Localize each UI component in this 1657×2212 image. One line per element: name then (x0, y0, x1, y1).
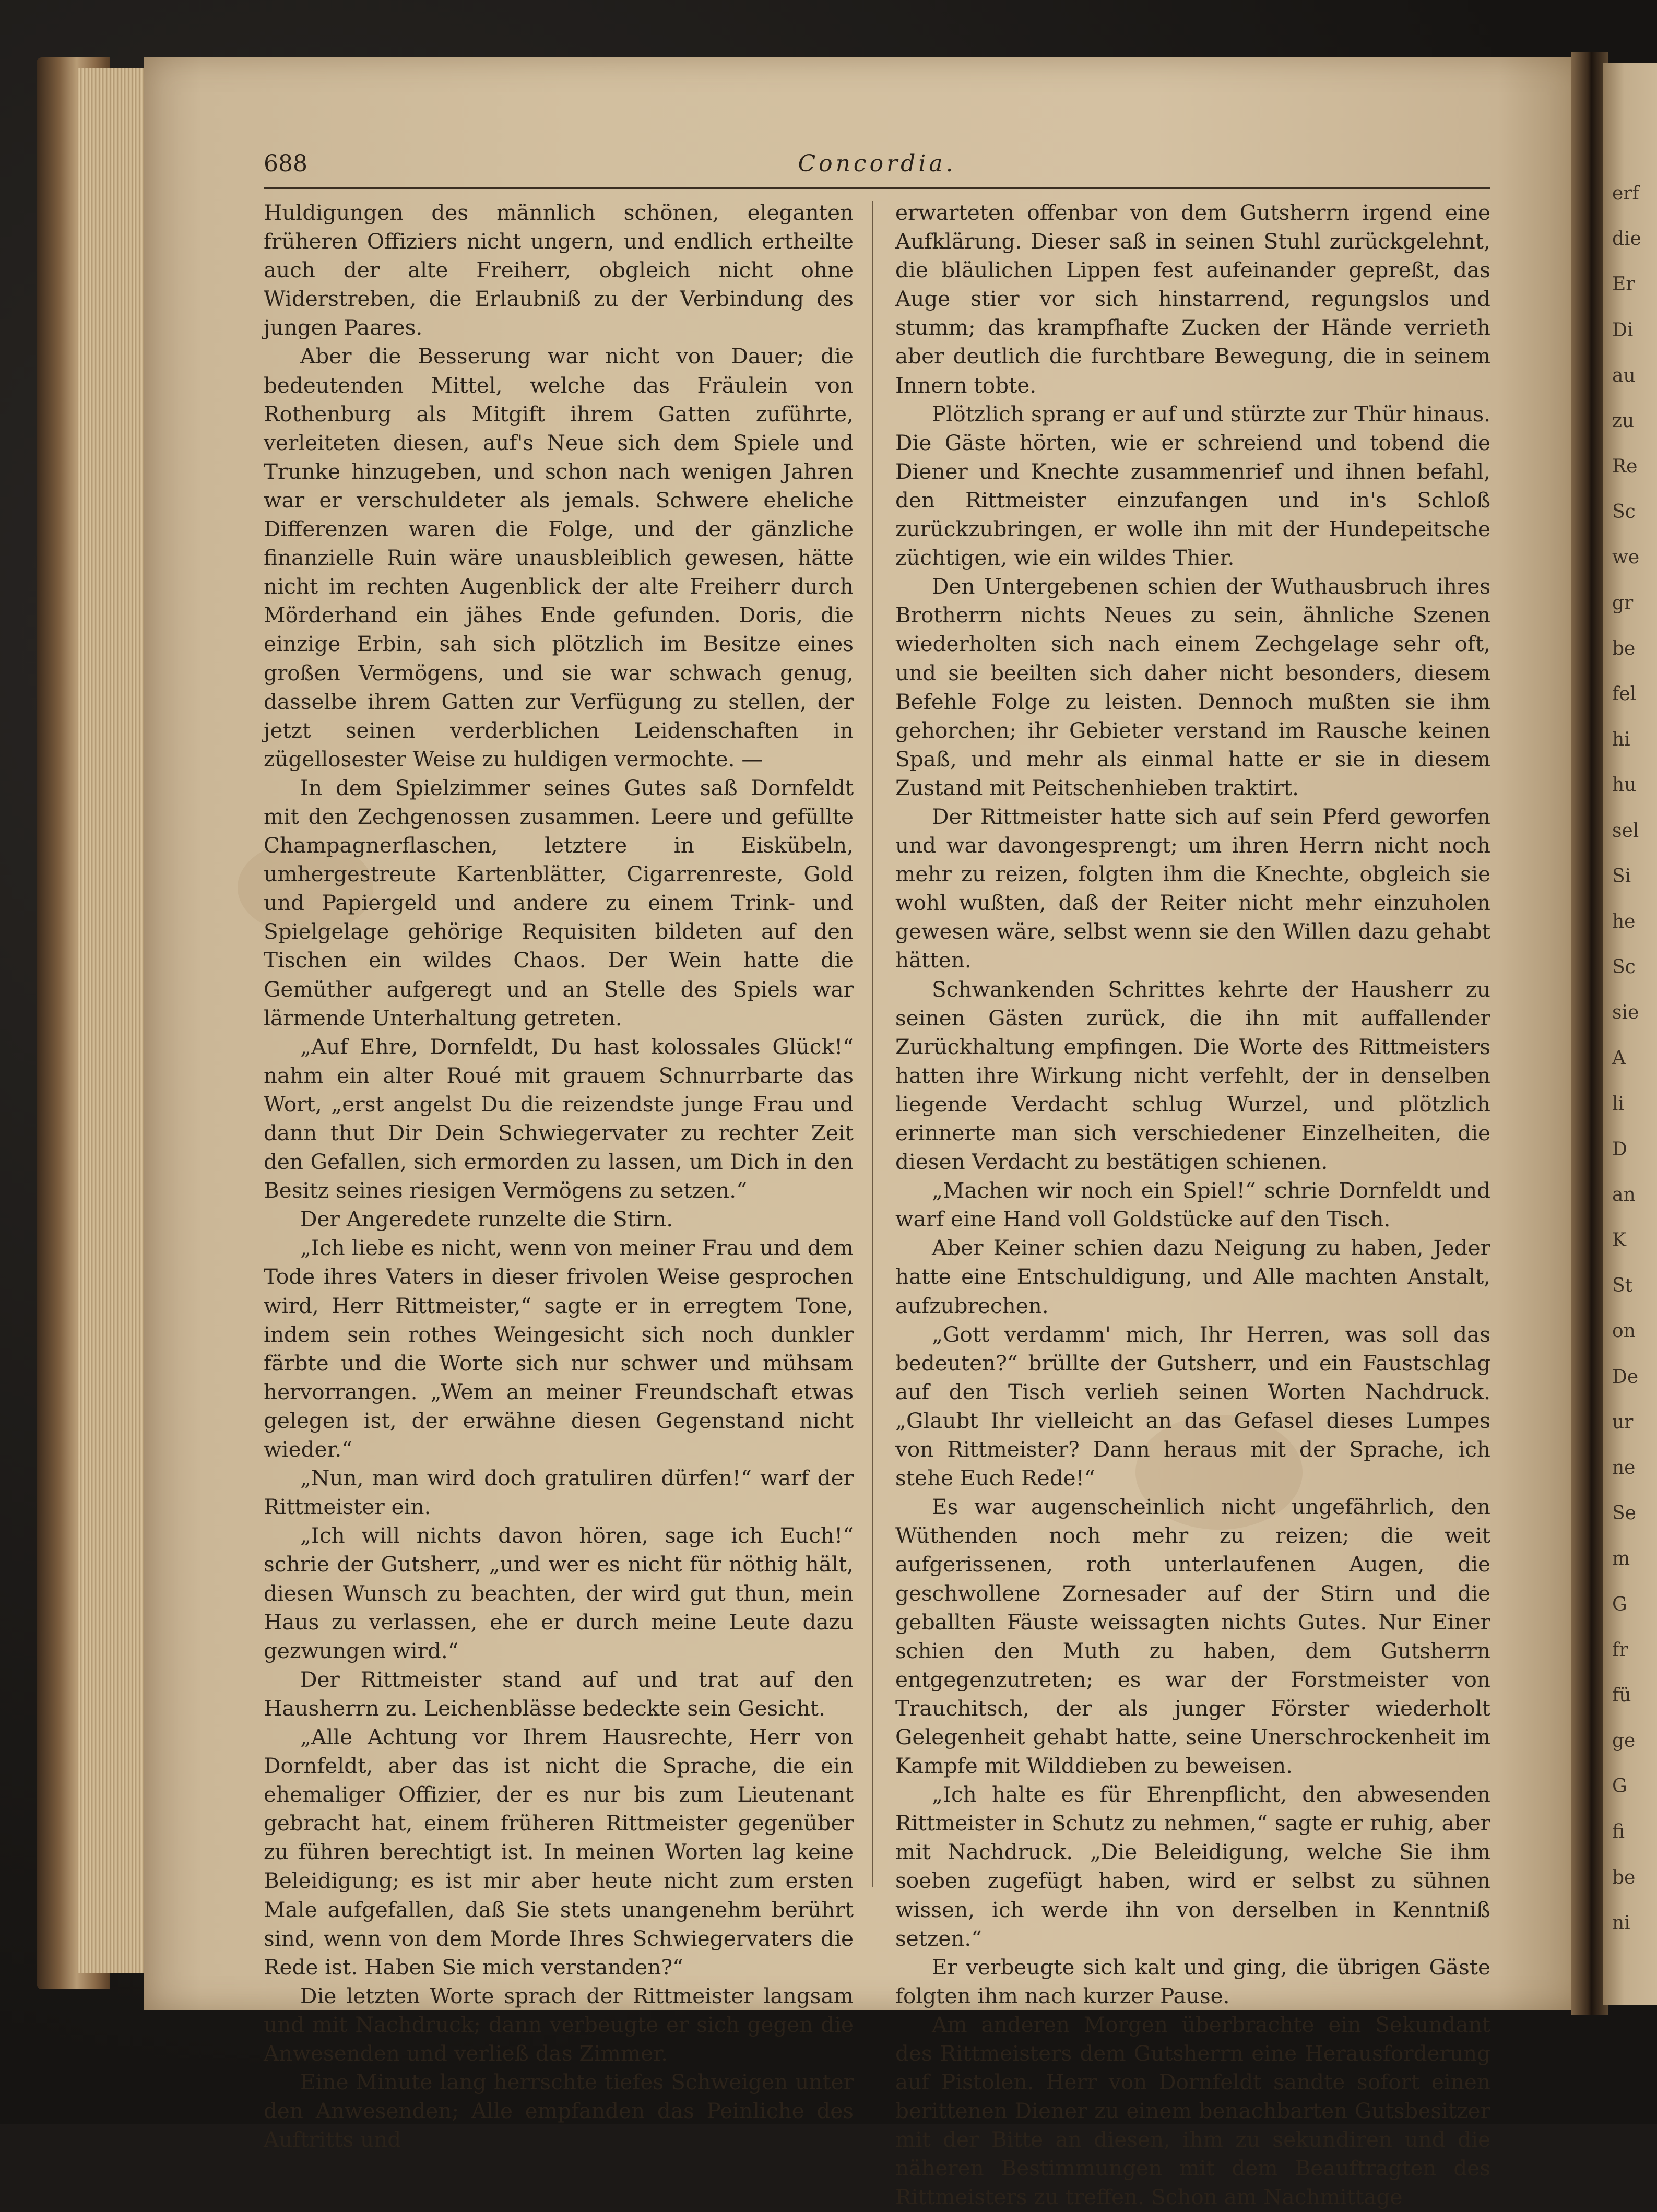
facing-page-fragment: we (1612, 547, 1640, 569)
facing-page-fragment: be (1612, 637, 1636, 659)
facing-page-fragment: an (1612, 1184, 1636, 1205)
paragraph: „Ich will nichts davon hören, sage ich Euch!“ schrie der Gutsherr, „und wer es nicht für nöthig hält, diesen Wunsch zu beachten, der wird gut thun, mein Haus zu verlassen, ehe er durch meine Leute dazu gezwungen wird.“ (264, 1523, 854, 1663)
facing-page-fragment: hu (1612, 774, 1637, 796)
paragraph: Huldigungen des männlich schönen, eleganten früheren Offiziers nicht ungern, und endlich ertheilte auch der alte Freiherr, obgleich nicht ohne Widerstreben, die Erlaubniß zu der Verbindung des jungen Paares. (264, 200, 854, 340)
facing-page-fragment: fr (1612, 1639, 1628, 1661)
facing-page-fragment: sel (1612, 820, 1639, 842)
facing-page-fragment: A (1612, 1047, 1626, 1069)
paragraph: Plötzlich sprang er auf und stürzte zur Thür hinaus. Die Gäste hörten, wie er schreiend und tobend die Diener und Knechte zusammenrief und ihnen befahl, den Rittmeister einzufangen und in's Schloß zurückzubringen, er wolle ihn mit der Hundepeitsche züchtigen, wie ein wildes Thier. (895, 401, 1490, 571)
paragraph: Am anderen Morgen überbrachte ein Sekundant des Rittmeisters dem Gutsherrn eine Herausforderung auf Pistolen. Herr von Dornfeldt sandte sofort einen berittenen Diener zu einem benachbarten Gutsbesitzer mit der Bitte an diesen, ihm zu sekundiren und die näheren Bestimmungen mit dem Beauftragten des Rittmeisters zu treffen. Schon am Nachmittage (895, 2012, 1490, 2210)
facing-page-fragment: erf (1612, 183, 1639, 204)
facing-page-fragment: fel (1612, 683, 1637, 705)
facing-page-fragment: G (1612, 1593, 1627, 1615)
facing-page-sliver (1603, 63, 1657, 2005)
paragraph: In dem Spielzimmer seines Gutes saß Dornfeldt mit den Zechgenossen zusammen. Leere und gefüllte Champagnerflaschen, letztere in Eiskübeln, umhergestreute Kartenblätter, Cigarrenreste, Gold und Papiergeld und andere zu einem Trink- und Spielgelage gehörige Requisiten bildeten auf den Tischen ein wildes Chaos. Der Wein hatte die Gemüther aufgeregt und an Stelle des Spiels war lärmende Unterhaltung getreten. (264, 775, 854, 1031)
column-divider (872, 201, 873, 1887)
paragraph: Er verbeugte sich kalt und ging, die übrigen Gäste folgten ihm nach kurzer Pause. (895, 1954, 1490, 2008)
facing-page-fragment: li (1612, 1093, 1625, 1115)
paragraph: Es war augenscheinlich nicht ungefährlich, den Wüthenden noch mehr zu reizen; die weit aufgerissenen, roth unterlaufenen Augen, die geschwollene Zornesader auf der Stirn und die geballten Fäuste weissagten nichts Gutes. Nur Einer schien den Muth zu haben, dem Gutsherrn entgegenzutreten; es war der Forstmeister von Trauchitsch, der als junger Förster wiederholt Gelegenheit gehabt hatte, seine Unerschrockenheit im Kampfe mit Wilddieben zu beweisen. (895, 1494, 1490, 1779)
facing-page-fragment: ne (1612, 1457, 1636, 1479)
paragraph: Der Rittmeister hatte sich auf sein Pferd geworfen und war davongesprengt; um ihren Herrn nicht noch mehr zu reizen, folgten ihm die Knechte, obgleich sie wohl wußten, daß der Reiter nicht mehr einzuholen gewesen wäre, selbst wenn sie den Willen dazu gehabt hätten. (895, 803, 1490, 973)
paragraph: „Machen wir noch ein Spiel!“ schrie Dornfeldt und warf eine Hand voll Goldstücke auf den Tisch. (895, 1178, 1490, 1232)
facing-page-fragment: on (1612, 1320, 1636, 1342)
left-column (264, 198, 854, 2152)
facing-page-fragment: fü (1612, 1684, 1631, 1706)
paragraph: „Gott verdamm' mich, Ihr Herren, was soll das bedeuten?“ brüllte der Gutsherr, und ein Faustschlag auf den Tisch verlieh seinen Worten Nachdruck. „Glaubt Ihr vielleicht an das Gefasel dieses Lumpes von Rittmeister? Dann heraus mit der Sprache, ich stehe Euch Rede!“ (895, 1321, 1490, 1491)
paragraph: „Nun, man wird doch gratuliren dürfen!“ warf der Rittmeister ein. (264, 1465, 854, 1520)
facing-page-fragment: St (1612, 1275, 1633, 1297)
paragraph: Eine Minute lang herrschte tiefes Schweigen unter den Anwesenden; Alle empfanden das Peinliche des Auftritts und (264, 2069, 854, 2152)
paragraph: Schwankenden Schrittes kehrte der Hausherr zu seinen Gästen zurück, die ihn mit auffallender Zurückhaltung empfingen. Die Worte des Rittmeisters hatten ihre Wirkung nicht verfehlt, der in denselben liegende Verdacht schlug Wurzel, und plötzlich erinnerte man sich verschiedener Einzelheiten, die diesen Verdacht zu bestätigen schienen. (895, 976, 1490, 1175)
paragraph: „Ich halte es für Ehrenpflicht, den abwesenden Rittmeister in Schutz zu nehmen,“ sagte er ruhig, aber mit Nachdruck. „Die Beleidigung, welche Sie ihm soeben zugefügt haben, wird er selbst zu sühnen wissen, ich werde ihn von derselben in Kenntniß setzen.“ (895, 1782, 1490, 1951)
facing-page-fragment: fi (1612, 1821, 1625, 1843)
facing-page-fragment: hi (1612, 729, 1630, 751)
page-stack-edges (78, 68, 146, 1973)
facing-page-fragment: be (1612, 1866, 1636, 1888)
facing-page-fragment: D (1612, 1138, 1627, 1160)
paragraph: Der Rittmeister stand auf und trat auf den Hausherrn zu. Leichenblässe bedeckte sein Gesicht. (264, 1666, 854, 1721)
facing-page-fragment: ni (1612, 1912, 1630, 1934)
facing-page-fragment: Sc (1612, 956, 1636, 978)
facing-page-fragment: m (1612, 1548, 1630, 1570)
facing-page-fragment: Si (1612, 865, 1631, 887)
paragraph: „Ich liebe es nicht, wenn von meiner Frau und dem Tode ihres Vaters in dieser frivolen Weise gesprochen wird, Herr Rittmeister,“ sagte er in erregtem Tone, indem sein rothes Weingesicht sich noch dunkler färbte und die Worte sich nur schwer und mühsam hervorrangen. „Wem an meiner Freundschaft etwas gelegen ist, der erwähne diesen Gegenstand nicht wieder.“ (264, 1235, 854, 1462)
paragraph: „Auf Ehre, Dornfeldt, Du hast kolossales Glück!“ nahm ein alter Roué mit grauem Schnurrbarte das Wort, „erst angelst Du die reizendste junge Frau und dann thut Dir Dein Schwiegervater zu rechter Zeit den Gefallen, sich ermorden zu lassen, um Dich in den Besitz seines riesigen Vermögens zu setzen.“ (264, 1034, 854, 1203)
header-rule (264, 187, 1490, 189)
facing-page-fragment: Re (1612, 456, 1638, 478)
paragraph: Den Untergebenen schien der Wuthausbruch ihres Brotherrn nichts Neues zu sein, ähnliche Szenen wiederholten sich nach einem Zechgelage sehr oft, und sie beeilten sich daher nicht besonders, diesem Befehle Folge zu leisten. Dennoch mußten sie ihm gehorchen; ihr Gebieter verstand im Rausche keinen Spaß, und mehr als einmal hatte er sie in diesem Zustand mit Peitschenhieben traktirt. (895, 574, 1490, 800)
running-title: Concordia. (798, 150, 956, 177)
facing-page-fragment: G (1612, 1776, 1627, 1797)
paragraph: Aber Keiner schien dazu Neigung zu haben, Jeder hatte eine Entschuldigung, und Alle machten Anstalt, aufzubrechen. (895, 1235, 1490, 1318)
facing-page-fragment: sie (1612, 1002, 1639, 1024)
facing-page-fragment: au (1612, 364, 1636, 386)
paragraph: Aber die Besserung war nicht von Dauer; die bedeutenden Mittel, welche das Fräulein von Rothenburg als Mitgift ihrem Gatten zuführte, verleiteten diesen, auf's Neue sich dem Spiele und Trunke hinzugeben, und schon nach wenigen Jahren war er verschuldeter als jemals. Schwere eheliche Differenzen waren die Folge, und der gänzliche finanzielle Ruin wäre unausbleiblich gewesen, hätte nicht im rechten Augenblick der alte Freiherr durch Mörderhand ein jähes Ende gefunden. Doris, die einzige Erbin, sah sich plötzlich im Besitze eines großen Vermögens, und sie war schwach genug, dasselbe ihrem Gatten zur Verfügung zu stellen, der jetzt seinen verderblichen Leidenschaften in zügellosester Weise zu huldigen vermochte. — (264, 344, 854, 772)
facing-page-fragment: Sc (1612, 501, 1636, 523)
paragraph: erwarteten offenbar von dem Gutsherrn irgend eine Aufklärung. Dieser saß in seinen Stuhl zurückgelehnt, die bläulichen Lippen fest aufeinander gepreßt, das Auge stier vor sich hinstarrend, regungslos und stumm; das krampfhafte Zucken der Hände verrieth aber deutlich die furchtbare Bewegung, die in seinem Innern tobte. (895, 200, 1490, 398)
facing-page-fragment: zu (1612, 410, 1635, 432)
page-header (264, 150, 1490, 182)
facing-page-fragment: die (1612, 228, 1641, 250)
paragraph: Die letzten Worte sprach der Rittmeister langsam und mit Nachdruck; dann verbeugte er sich gegen die Anwesenden und verließ das Zimmer. (264, 1983, 854, 2066)
paragraph: Der Angeredete runzelte die Stirn. (300, 1206, 673, 1232)
facing-page-fragment: Er (1612, 274, 1635, 295)
facing-page-fragment: gr (1612, 592, 1634, 614)
page-number: 688 (264, 150, 307, 177)
facing-page-fragment: K (1612, 1229, 1626, 1251)
facing-page-fragment: he (1612, 910, 1636, 932)
paragraph: „Alle Achtung vor Ihrem Hausrechte, Herr von Dornfeldt, aber das ist nicht die Sprache, die ein ehemaliger Offizier, der es nur bis zum Lieutenant gebracht hat, einem früheren Rittmeister gegenüber zu führen berechtigt ist. In meinen Worten lag keine Beleidigung; es ist mir aber heute nicht zum ersten Male aufgefallen, daß Sie stets unangenehm berührt sind, wenn von dem Morde Ihres Schwiegervaters die Rede ist. Haben Sie mich verstanden?“ (264, 1724, 854, 1980)
facing-page-fragment: Se (1612, 1503, 1636, 1524)
right-column (895, 198, 1490, 2210)
facing-page-fragment: De (1612, 1366, 1639, 1388)
facing-page-fragment: ur (1612, 1411, 1634, 1433)
facing-page-fragment: Di (1612, 319, 1634, 341)
facing-page-fragment: ge (1612, 1730, 1636, 1752)
